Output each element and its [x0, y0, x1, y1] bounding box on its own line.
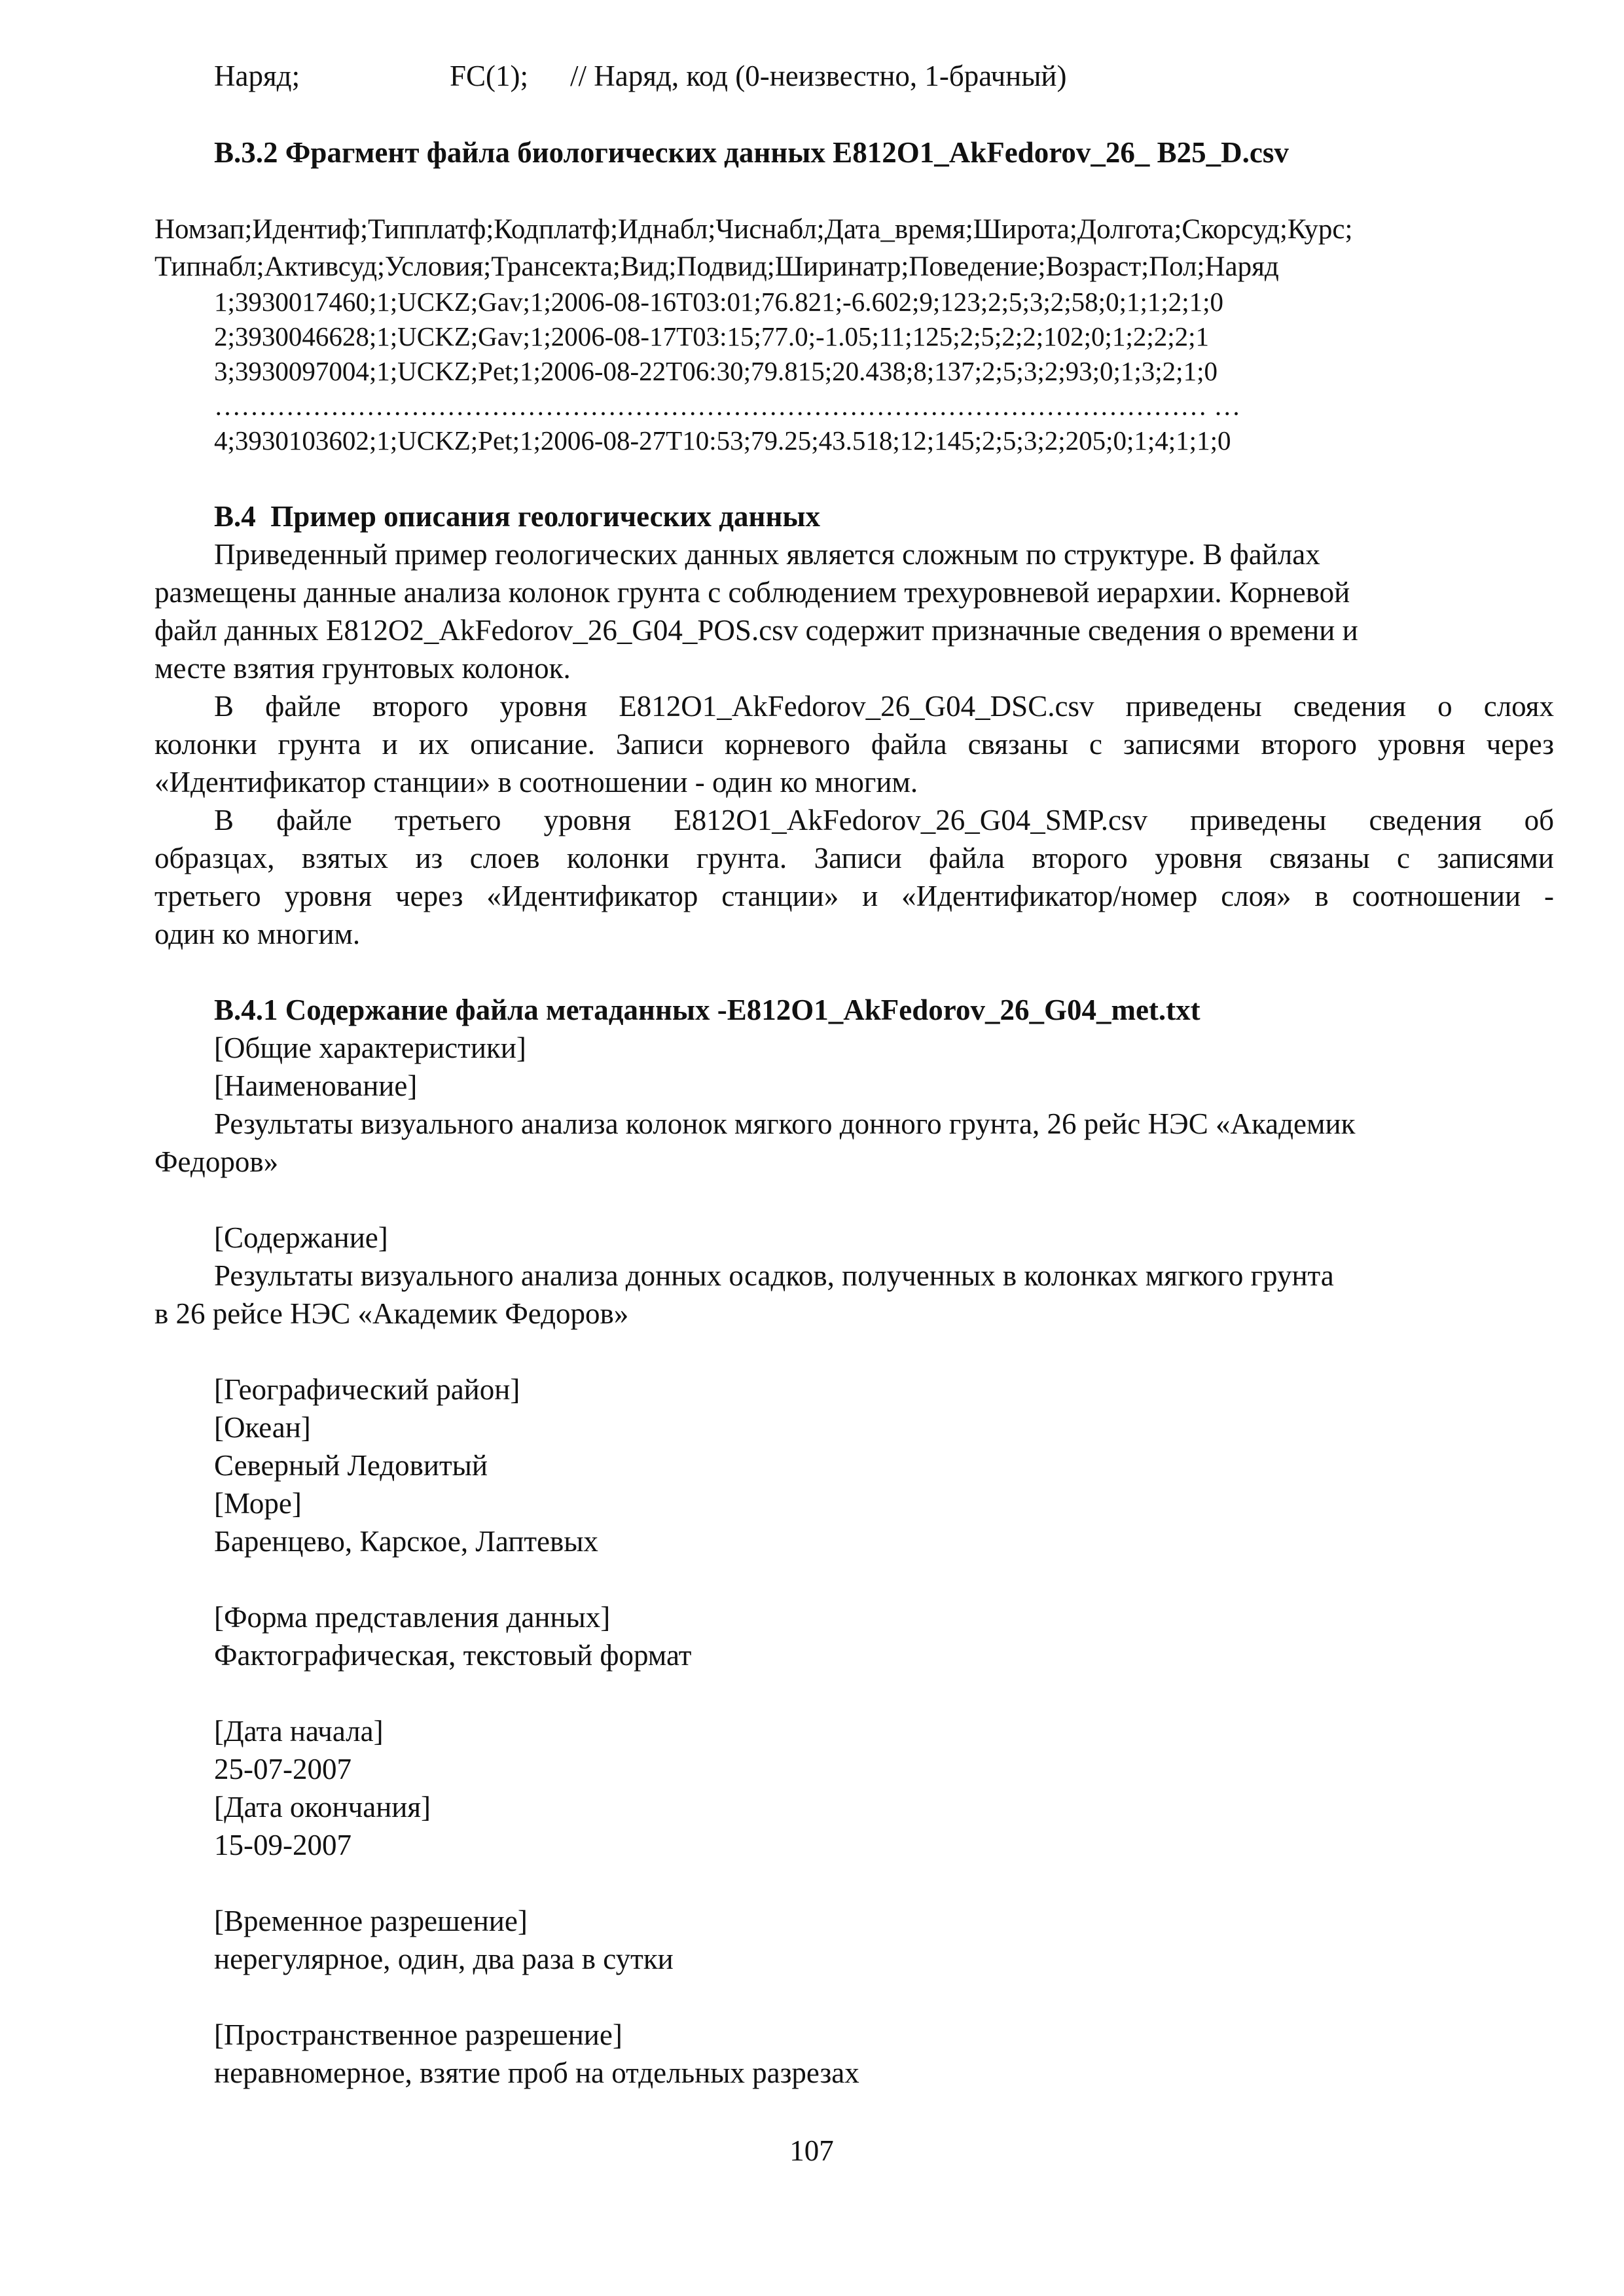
csv-row: 4;3930103602;1;UCKZ;Pet;1;2006-08-27T10:53;79.25;43.518;12;145;2;5;3;2;205;0;1;4;1;1;0: [214, 425, 1231, 456]
page-number: 107: [789, 2134, 834, 2167]
section-b4-heading: В.4 Пример описания геологических данных: [214, 500, 821, 533]
csv-ellipsis-row: ………………………………………………………………………………………………… …: [214, 391, 1241, 421]
paragraph-line: В файле третьего уровня E812O1_AkFedorov_26_G04_SMP.csv приведены сведения об: [214, 804, 1554, 836]
csv-row: 2;3930046628;1;UCKZ;Gav;1;2006-08-17T03:15;77.0;-1.05;11;125;2;5;2;2;102;0;1;2;2;2;1: [214, 321, 1210, 351]
meta-value: Фактографическая, текстовый формат: [214, 1639, 692, 1672]
meta-label: [Временное разрешение]: [214, 1905, 528, 1937]
meta-label: [Общие характеристики]: [214, 1031, 526, 1064]
csv-header-line-1: Номзап;Идентиф;Типплатф;Кодплатф;Иднабл;Чиснабл;Дата_время;Широта;Долгота;Скорсуд;Курс;: [154, 214, 1353, 245]
paragraph-line: В файле второго уровня E812O1_AkFedorov_26_G04_DSC.csv приведены сведения о слоях: [214, 690, 1554, 723]
csv-row: 3;3930097004;1;UCKZ;Pet;1;2006-08-22T06:30;79.815;20.438;8;137;2;5;3;2;93;0;1;3;2;1;0: [214, 356, 1218, 386]
section-b41-heading: В.4.1 Содержание файла метаданных -E812O1_AkFedorov_26_G04_met.txt: [214, 994, 1200, 1026]
paragraph-line: размещены данные анализа колонок грунта с соблюдением трехуровневой иерархии. Корневой: [154, 576, 1350, 609]
paragraph-line: файл данных E812O2_AkFedorov_26_G04_POS.csv содержит призначные сведения о времени и: [154, 614, 1358, 647]
section-b32-heading: В.3.2 Фрагмент файла биологических данных E812O1_AkFedorov_26_ B25_D.csv: [214, 136, 1289, 169]
paragraph-line: третьего уровня через «Идентификатор станции» и «Идентификатор/номер слоя» в соотношении -: [154, 880, 1554, 912]
meta-label: [Море]: [214, 1487, 302, 1520]
meta-value: 15-09-2007: [214, 1829, 352, 1861]
meta-label: [Океан]: [214, 1411, 311, 1444]
csv-header-line-2: Типнабл;Активсуд;Условия;Трансекта;Вид;Подвид;Ширинатр;Поведение;Возраст;Пол;Наряд: [154, 251, 1279, 282]
meta-value: Результаты визуального анализа донных осадков, полученных в колонках мягкого грунта: [214, 1259, 1334, 1292]
meta-label: [Наименование]: [214, 1069, 418, 1102]
meta-value: 25-07-2007: [214, 1753, 352, 1785]
meta-value: Северный Ледовитый: [214, 1449, 488, 1482]
meta-value: неравномерное, взятие проб на отдельных разрезах: [214, 2056, 859, 2089]
field-code: FC(1);: [450, 60, 529, 92]
field-comment: // Наряд, код (0-неизвестно, 1-брачный): [570, 60, 1067, 92]
meta-label: [Пространственное разрешение]: [214, 2018, 623, 2051]
meta-label: [Форма представления данных]: [214, 1601, 611, 1634]
paragraph-line: «Идентификатор станции» в соотношении - один ко многим.: [154, 766, 918, 798]
meta-label: [Дата начала]: [214, 1715, 384, 1748]
paragraph-line: Приведенный пример геологических данных является сложным по структуре. В файлах: [214, 538, 1320, 571]
csv-row: 1;3930017460;1;UCKZ;Gav;1;2006-08-16T03:01;76.821;-6.602;9;123;2;5;3;2;58;0;1;1;2;1;0: [214, 287, 1224, 317]
paragraph-line: месте взятия грунтовых колонок.: [154, 652, 571, 685]
meta-label: [Содержание]: [214, 1221, 388, 1254]
paragraph-line: образцах, взятых из слоев колонки грунта. Записи файла второго уровня связаны с записями: [154, 842, 1554, 874]
meta-label: [Дата окончания]: [214, 1791, 431, 1823]
meta-value: Баренцево, Карское, Лаптевых: [214, 1525, 598, 1558]
meta-value: нерегулярное, один, два раза в сутки: [214, 1943, 674, 1975]
paragraph-line: один ко многим.: [154, 918, 361, 950]
field-name: Наряд;: [214, 60, 300, 92]
meta-value: Федоров»: [154, 1145, 279, 1178]
meta-value: Результаты визуального анализа колонок мягкого донного грунта, 26 рейс НЭС «Академик: [214, 1107, 1356, 1140]
paragraph-line: колонки грунта и их описание. Записи корневого файла связаны с записями второго уровня через: [154, 728, 1554, 761]
meta-value: в 26 рейсе НЭС «Академик Федоров»: [154, 1297, 629, 1330]
meta-label: [Географический район]: [214, 1373, 520, 1406]
